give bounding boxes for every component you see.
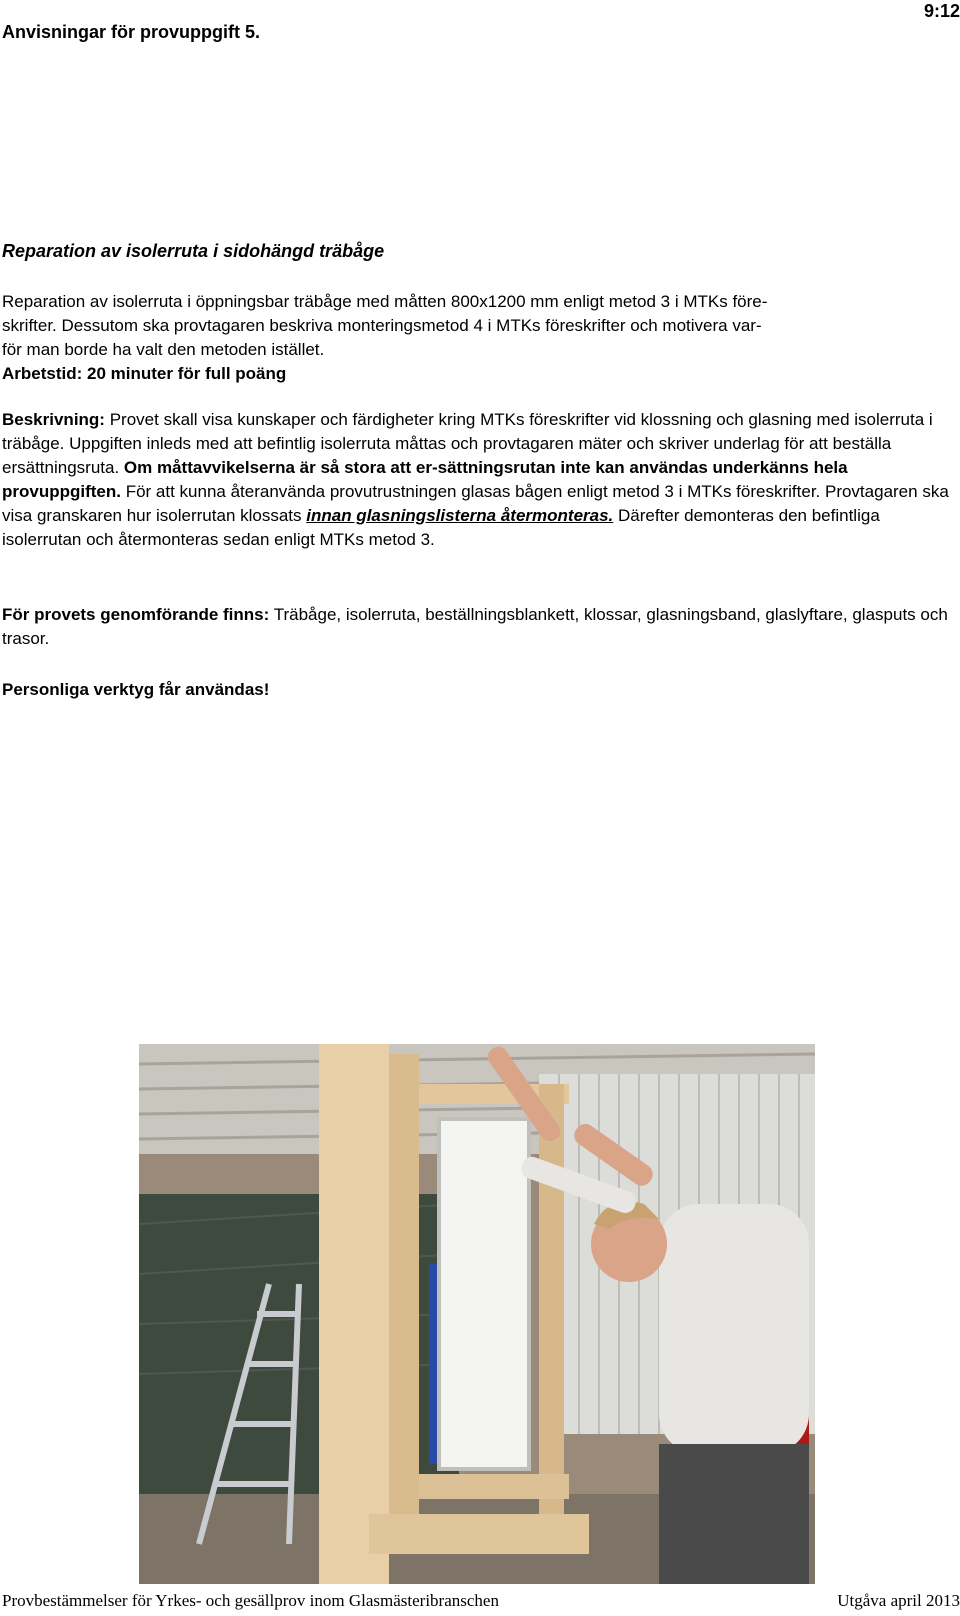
document-header-title: Anvisningar för provuppgift 5.: [2, 22, 261, 42]
description-bold-warning: Om måttavvikelserna är så stora att er-sättningsrutan inte kan användas underkänns hela provuppgiften.: [2, 458, 848, 501]
description-text: Provet skall visa kunskaper och färdigheter kring MTKs föreskrifter vid klossning och glasning med isolerruta i träbåge. Uppgiften inleds med att befintlig isolerruta måttas och provtagaren mäter och skriver underlag för att beställa ersättningsruta.: [2, 410, 933, 477]
description-text: För att kunna återanvända provutrustningen glasas bågen enligt metod 3 i MTKs föreskrifter. Provtagaren ska visa granskaren hur isolerrutan klossats: [2, 482, 949, 525]
document-header-code: 9:12: [923, 1, 960, 21]
intro-line: Reparation av isolerruta i öppningsbar träbåge med måtten 800x1200 mm enligt metod 3 i MTKs före-: [2, 292, 768, 311]
description-emphasis: innan glasningslisterna återmonteras.: [306, 506, 614, 525]
materials-label: För provets genomförande finns:: [2, 605, 270, 624]
tools-note: Personliga verktyg får användas!: [2, 680, 270, 699]
workshop-photo-illustration: [139, 1044, 815, 1584]
section-heading: Reparation av isolerruta i sidohängd träbåge: [2, 241, 385, 261]
intro-line: skrifter. Dessutom ska provtagaren beskriva monteringsmetod 4 i MTKs föreskrifter och motivera var-: [2, 316, 762, 335]
workshop-photo: [139, 1044, 815, 1584]
intro-paragraph: [2, 290, 952, 386]
worktime-line: Arbetstid: 20 minuter för full poäng: [2, 364, 287, 383]
footer-publication-title: Provbestämmelser för Yrkes- och gesällprov inom Glasmästeribranschen: [2, 1591, 499, 1610]
description-label: Beskrivning:: [2, 410, 105, 429]
intro-line: för man borde ha valt den metoden istället.: [2, 340, 325, 359]
footer-edition: Utgåva april 2013: [837, 1591, 960, 1610]
materials-text: Träbåge, isolerruta, beställningsblankett, klossar, glasningsband, glaslyftare, glasputs och trasor.: [2, 605, 948, 648]
description-paragraph: [2, 408, 952, 552]
materials-paragraph: [2, 603, 952, 651]
description-text: Därefter demonteras den befintliga isolerrutan och återmonteras sedan enligt MTKs metod 3.: [2, 506, 880, 549]
